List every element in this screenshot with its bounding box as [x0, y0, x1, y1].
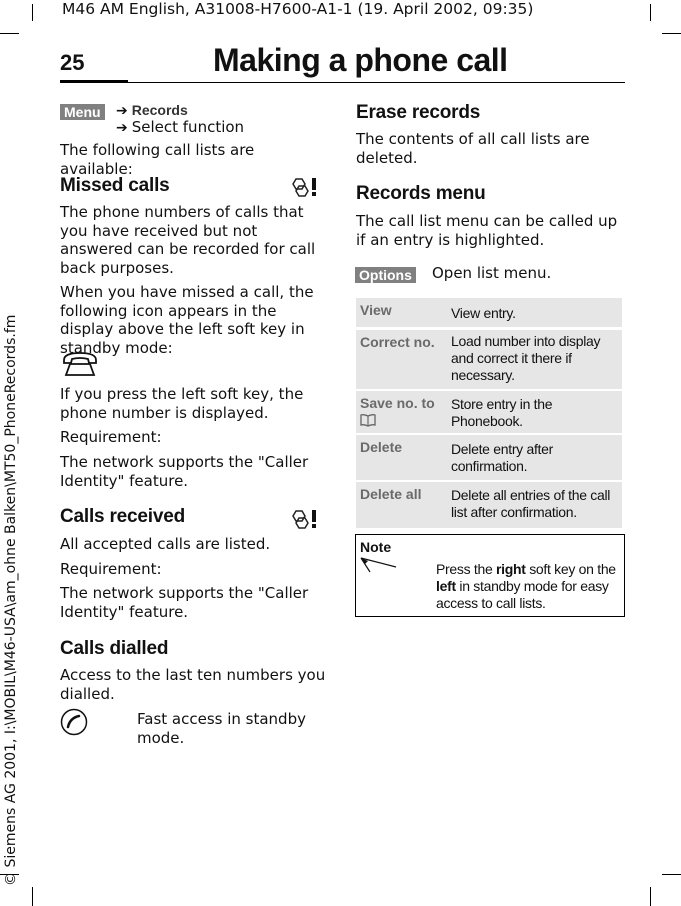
note-title: Note [360, 539, 392, 555]
page-number: 25 [60, 50, 85, 75]
arrow-icon: ➔ [116, 120, 128, 136]
table-row-key: Save no. to [360, 395, 435, 411]
table-row [356, 435, 622, 480]
softkey-arrow-icon [360, 557, 398, 581]
erase-records-heading: Erase records [356, 102, 481, 123]
table-row [356, 330, 622, 389]
crop-mark [32, 887, 33, 906]
table-row-value: Delete entry after confirmation. [451, 441, 553, 474]
crop-mark [662, 874, 681, 875]
crop-mark [662, 33, 681, 34]
erase-records-text: The contents of all call lists are deleted. [356, 130, 590, 167]
table-row [356, 482, 622, 528]
phone-icon [60, 350, 100, 382]
table-row [356, 391, 622, 433]
document-meta: M46 AM English, A31008-H7600-A1-1 (19. April 2002, 09:35) [62, 0, 534, 18]
calls-received-requirement: Requirement: [60, 559, 162, 578]
crop-mark [0, 33, 19, 34]
calls-received-text-1: All accepted calls are listed. [60, 535, 271, 553]
missed-calls-text-3: If you press the left soft key, the phone number is displayed. [60, 385, 304, 422]
table-row-key: Correct no. [360, 334, 435, 350]
table-row-key: View [360, 302, 392, 318]
menu-path-1: ➔ Records [116, 102, 188, 119]
missed-calls-text-4: The network supports the "Caller Identity" feature. [60, 453, 309, 490]
page-number-rule [60, 80, 128, 83]
missed-call-icon [290, 176, 320, 202]
calls-dialled-text-1: Access to the last ten numbers you dialled. [60, 666, 326, 703]
table-row [356, 298, 622, 327]
note-box [355, 534, 625, 617]
calls-dialled-text-2: Fast access in standby mode. [137, 710, 306, 747]
records-menu-heading: Records menu [356, 183, 486, 204]
left-column [60, 141, 328, 178]
menu-softkey: Menu [60, 102, 105, 121]
table-row-key: Delete all [360, 486, 422, 502]
calls-dialled-heading: Calls dialled [60, 638, 169, 659]
options-text: Open list menu. [432, 264, 552, 282]
calls-received-text-2: The network supports the "Caller Identity" feature. [60, 584, 309, 622]
note-text: Press the right soft key on the left in standby mode for easy access to call lists. [436, 561, 616, 611]
crop-mark [650, 887, 651, 906]
options-softkey: Options [355, 265, 416, 284]
missed-calls-heading: Missed calls [60, 175, 170, 196]
table-row-value: View entry. [451, 305, 516, 321]
arrow-icon: ➔ [116, 103, 128, 119]
missed-calls-text-2: When you have missed a call, the following icon appears in the display above the left soft key in standby mode: [60, 282, 314, 357]
missed-calls-text-1: The phone numbers of calls that you have received but not answered can be recorded for call back purposes. [60, 203, 316, 278]
page-title: Making a phone call [213, 42, 508, 78]
table-row-key: Delete [360, 439, 403, 455]
calls-received-heading: Calls received [60, 506, 186, 527]
title-rule [128, 82, 625, 83]
intro-text: The following call lists are available: [60, 141, 255, 178]
crop-mark [32, 4, 33, 21]
menu-path-2: ➔ Select function [116, 118, 245, 136]
missed-calls-requirement: Requirement: [60, 428, 162, 447]
records-menu-text: The call list menu can be called up if an entry is highlighted. [356, 212, 618, 249]
crop-mark [650, 4, 651, 21]
table-row-value: Store entry in the Phonebook. [451, 396, 553, 429]
table-row-value: Delete all entries of the call list after confirmation. [451, 487, 611, 520]
table-row-value: Load number into display and correct it there if necessary. [451, 333, 601, 383]
call-key-icon [60, 708, 88, 740]
side-file-path: © Siemens AG 2001, I:\MOBIL\M46-USA\am_ohne Balken\MT50_PhoneRecords.fm [3, 314, 19, 886]
phonebook-icon [360, 412, 376, 431]
missed-call-icon [290, 508, 320, 534]
